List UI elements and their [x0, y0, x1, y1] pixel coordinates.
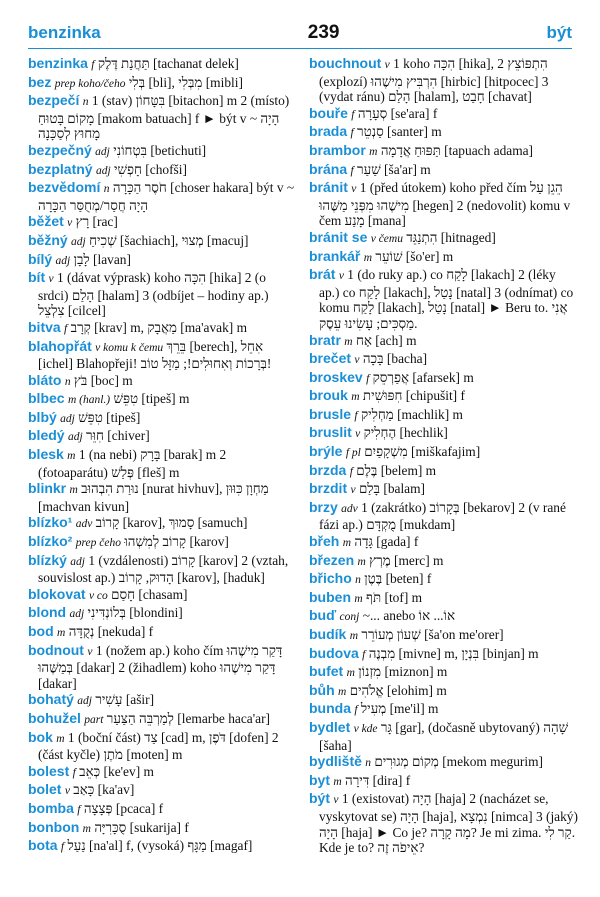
grammar-label: n	[355, 574, 361, 587]
headword: bonbon	[28, 818, 80, 835]
dictionary-entry	[309, 56, 578, 105]
headword: budova	[309, 644, 359, 661]
dictionary-entry	[28, 820, 297, 838]
grammar-label: adj	[71, 235, 86, 248]
headword: blbec	[28, 390, 65, 407]
entry-definition: בֹּץ [boc] m	[73, 372, 133, 388]
entry-definition: הִתְנַגֵּד [hitnaged]	[406, 229, 496, 245]
grammar-label: v	[351, 183, 357, 196]
headword: bunda	[309, 700, 351, 717]
dictionary-entry	[309, 571, 578, 589]
entry-definition: ~... anebo אוֹ... אוֹ	[362, 608, 455, 624]
dictionary-entry	[309, 534, 578, 552]
headword: brečet	[309, 350, 352, 367]
headword: bílý	[28, 250, 53, 267]
entry-definition: 1 (do ruky ap.) co לָקַח [lakach] 2 (léky ap.) co לָקַח [lakach], נָטַל [natal] 3 (odnímat) co komu לָקַח [lakach], נָטַל [natal] ► Beru to. אֲנִי מַסְכִּים; עָשִׂינוּ עֵסֶק.	[319, 267, 574, 331]
entry-definition: גָּדָה [gada] f	[354, 534, 419, 550]
dictionary-entry	[309, 791, 578, 855]
entry-definition: חָפְשִׁי [chofši]	[114, 161, 187, 177]
headword: buben	[309, 588, 351, 605]
entry-definition: טִפֵּשׁ [tipeš] m	[113, 391, 190, 407]
entry-definition: 1 (zakrátko) בְּקָרוֹב [bekarov] 2 (v rané fázi ap.) מֻקְדָּם [mukdam]	[319, 499, 566, 533]
dictionary-entry	[309, 754, 578, 772]
grammar-label: f pl	[345, 447, 361, 460]
dictionary-entry	[309, 646, 578, 664]
dictionary-entry	[309, 590, 578, 608]
grammar-label: f	[354, 704, 358, 717]
grammar-label: f	[72, 766, 76, 779]
grammar-label: m	[351, 391, 360, 404]
dictionary-entry	[28, 373, 297, 391]
entry-definition: 1 (boční část) צַד [cad] m, דֹּפֶן [dofen] 2 (část kyčle) מֹתֶן [moten] m	[38, 729, 279, 763]
headword: bydlet	[309, 718, 351, 735]
entry-definition: שְׁכִיחַ [šachiach], מְצוּי [macuj]	[89, 232, 249, 248]
dictionary-entry	[28, 782, 297, 800]
grammar-label: m	[369, 145, 378, 158]
entry-definition: בְּלוֹנְדִּינִי [blondini]	[87, 605, 183, 621]
headword: brána	[309, 160, 348, 177]
entry-definition: חִוֵּר [chiver]	[86, 428, 150, 444]
entry-definition: בֶּלֶם [belem] m	[356, 462, 437, 478]
entry-definition: מֶרְץ [merc] m	[369, 552, 444, 568]
headword: brýle	[309, 443, 343, 460]
entry-definition: דִּירָה [dira] f	[345, 772, 411, 788]
headword: bláto	[28, 371, 62, 388]
headword: blízko¹	[28, 514, 73, 531]
dictionary-entry	[28, 339, 297, 372]
dictionary-entry	[309, 444, 578, 462]
headword: brzy	[309, 498, 338, 515]
headword: brzda	[309, 461, 347, 478]
grammar-label: v co	[88, 589, 108, 602]
headword: bít	[28, 269, 46, 286]
right-column	[309, 56, 578, 889]
grammar-label: prep koho/čeho	[54, 77, 126, 90]
grammar-label: v komu k čemu	[95, 341, 164, 354]
dictionary-entry	[28, 447, 297, 480]
entry-definition: מִשְׁקָפַיִם [miškafajim]	[364, 444, 481, 460]
dictionary-entry	[309, 230, 578, 248]
dictionary-entry	[309, 267, 578, 331]
dictionary-entry	[28, 711, 297, 729]
entry-columns	[28, 56, 578, 889]
entry-definition: חֹסֶר הַכָּרָה [choser hakara] být v ~ הָיָה חֲסַר/מְחֻסַּר הַכָּרָה	[38, 180, 295, 213]
headword: břeh	[309, 533, 340, 550]
grammar-label: f	[351, 108, 355, 121]
entry-definition: פְּצָצָה [pcaca] f	[83, 800, 164, 816]
dictionary-entry	[309, 143, 578, 161]
entry-definition: 1 (vzdálenosti) קָרוֹב [karov] 2 (vztah, souvislost ap.) הָדוּק, קָרוֹב [karov], [haduk]	[38, 552, 289, 586]
entry-definition: קָרוֹב לְמִשְׁהוּ [karov]	[124, 534, 229, 550]
entry-definition: מְעִיל [me'il] m	[360, 701, 439, 717]
headword: bohatý	[28, 691, 74, 708]
headword: blahopřát	[28, 337, 92, 354]
dictionary-entry	[28, 233, 297, 251]
dictionary-entry	[28, 481, 297, 514]
headword: bezpečí	[28, 92, 80, 109]
left-guide-word: benzinka	[28, 23, 101, 42]
entry-definition: 1 (na nebi) בָּרָק [barak] m 2 (fotoaparátu) פְּלַשׁ [fleš] m	[38, 447, 227, 480]
dictionary-entry	[28, 624, 297, 642]
headword: blízký	[28, 551, 67, 568]
grammar-label: v kde	[353, 722, 378, 735]
entry-definition: סַנְטֵר [santer] m	[357, 124, 442, 140]
entry-definition: כָּאַב [ka'av]	[73, 782, 135, 798]
entry-definition: נְקֻדָּה [nekuda] f	[68, 624, 154, 639]
grammar-label: m	[342, 537, 352, 550]
dictionary-entry	[28, 75, 297, 93]
headword: bydliště	[309, 753, 362, 770]
headword: byt	[309, 771, 330, 788]
grammar-label: f	[362, 648, 366, 661]
entry-definition: 1 (nožem ap.) koho čím דָּקַר מִישֶׁהוּ בְּמַשֶּׁהוּ [dakar] 2 (žihadlem) koho דָּקַר מִישֶׁהוּ [dakar]	[38, 642, 283, 691]
grammar-label: v	[67, 217, 73, 230]
entry-definition: 1 koho הִכָּה [hika], הִתְפּוֹצֵץ 2 (explozí) הִרְבִּיץ מִישֶׁהוּ [hirbic] [hitpocec] 3 (vydat ránu) הָלַם [halam], חָבַט [chavat]	[319, 56, 549, 105]
dictionary-entry	[309, 333, 578, 351]
grammar-label: v čemu	[370, 232, 403, 245]
entry-definition: קָרוֹב [karov], סָמוּךְ [samuch]	[95, 515, 248, 531]
entry-definition: 1 (dávat výprask) koho הִכָּה [hika] 2 (o srdci) הָלַם [halam] 3 (odbíjet – hodiny ap.) צִלְצֵל [cilcel]	[38, 270, 269, 319]
grammar-label: m	[338, 685, 347, 698]
headword: bouchnout	[309, 56, 382, 71]
headword: brát	[309, 266, 336, 283]
grammar-label: f	[350, 127, 354, 140]
headword: bomba	[28, 799, 74, 816]
grammar-label: f	[60, 841, 65, 854]
grammar-label: n	[365, 757, 372, 770]
grammar-label: v	[87, 645, 93, 658]
headword: bránit	[309, 179, 348, 196]
headword: bouře	[309, 104, 348, 121]
dictionary-entry	[309, 683, 578, 701]
headword: bolet	[28, 781, 62, 798]
grammar-label: f	[349, 465, 353, 478]
grammar-label: m	[354, 592, 363, 605]
dictionary-entry	[28, 587, 297, 605]
entry-definition: כְּאֵב [ke'ev] m	[79, 763, 154, 779]
grammar-label: part	[84, 713, 104, 726]
headword: bod	[28, 623, 54, 639]
headword: bolest	[28, 762, 70, 779]
dictionary-entry	[309, 124, 578, 142]
headword: bledý	[28, 427, 65, 444]
grammar-label: n	[82, 96, 89, 109]
headword: bránit se	[309, 228, 368, 245]
headword: bratr	[309, 331, 341, 348]
entry-definition: עָשִׁיר [ašir]	[95, 692, 155, 708]
headword: brouk	[309, 387, 348, 404]
grammar-label: m	[69, 484, 78, 497]
grammar-label: adj	[55, 254, 71, 267]
dictionary-entry	[28, 428, 297, 446]
right-guide-word: být	[546, 23, 572, 42]
grammar-label: m	[363, 251, 373, 264]
entry-definition: חִפּוּשִׁית [chipušit] f	[362, 388, 465, 404]
grammar-label: m	[82, 822, 91, 835]
grammar-label: m	[357, 555, 366, 568]
dictionary-entry	[28, 643, 297, 692]
entry-definition: הֶחְלִיק [hechlik]	[363, 425, 448, 441]
grammar-label: f	[366, 372, 370, 385]
entry-definition: נוּרַת הִבְהוּב [nurat hivhuv], מַחְוָן כִּוּוּן [machvan kivun]	[38, 481, 269, 514]
dictionary-entry	[28, 515, 297, 533]
headword: bufet	[309, 663, 344, 680]
entry-definition: טִפֵּשׁ [tipeš]	[78, 409, 141, 425]
entry-definition: גָּר [gar], (dočasně ubytovaný) שָׁהָה [šaha]	[319, 719, 569, 753]
grammar-label: m	[346, 667, 355, 680]
dictionary-entry	[28, 214, 297, 232]
grammar-label: m	[56, 732, 65, 745]
entry-definition: רָץ [rac]	[75, 214, 118, 230]
entry-definition: סְעָרָה [se'ara] f	[357, 105, 438, 121]
headword: broskev	[309, 368, 363, 385]
headword: bitva	[28, 318, 61, 335]
entry-definition: קְרָב [krav] m, מַאֲבָק [ma'avak] m	[70, 319, 248, 335]
dictionary-entry	[28, 56, 297, 74]
grammar-label: f	[91, 59, 95, 71]
headword: bok	[28, 728, 53, 745]
entry-definition: נַעַל [na'al] f, (vysoká) מַגָּף [magaf]	[67, 838, 253, 854]
headword: bezpečný	[28, 141, 92, 158]
headword: buď	[309, 607, 337, 624]
grammar-label: v	[354, 354, 360, 367]
dictionary-entry	[309, 106, 578, 124]
dictionary-entry	[309, 463, 578, 481]
grammar-label: conj	[339, 611, 360, 624]
headword: blinkr	[28, 480, 67, 497]
grammar-label: m	[57, 627, 66, 639]
headword: blokovat	[28, 585, 86, 602]
grammar-label: m	[344, 335, 353, 348]
entry-definition: מְקוֹם מְגוּרִים [mekom megurim]	[374, 754, 543, 770]
entry-definition: שׁוֹעֵר [šo'er] m	[375, 248, 454, 264]
grammar-label: adj	[70, 555, 85, 568]
entry-definition: 1 (stav) בִּטָּחוֹן [bitachon] m 2 (místo) מָקוֹם בָּטוּחַ [makom batuach] f ► být v ~ הָיָה מָחוּץ לְסַכָּנָה	[38, 93, 290, 142]
page-header	[28, 22, 572, 49]
grammar-label: v	[64, 785, 70, 798]
entry-definition: סֻכָּרִיָּה [sukarija] f	[94, 819, 189, 835]
entry-definition: לְמַרְבֵּה הַצַּעַר [lemarbe haca'ar]	[106, 710, 271, 726]
grammar-label: adj	[69, 608, 85, 621]
grammar-label: f	[350, 164, 354, 177]
headword: brambor	[309, 141, 366, 158]
headword: běžný	[28, 231, 68, 248]
grammar-label: adv	[75, 518, 93, 531]
headword: budík	[309, 626, 347, 642]
entry-definition: אֱלֹהִים [elohim] m	[349, 682, 447, 698]
grammar-label: adj	[67, 431, 83, 444]
grammar-label: v	[333, 794, 339, 807]
grammar-label: v	[48, 273, 54, 286]
dictionary-entry	[28, 320, 297, 338]
dictionary-entry	[28, 764, 297, 782]
headword: bezplatný	[28, 160, 93, 177]
grammar-label: adv	[341, 502, 358, 515]
dictionary-entry	[28, 730, 297, 763]
entry-definition: בִּטְחוֹנִי [betichuti]	[113, 142, 207, 158]
headword: brankář	[309, 247, 361, 264]
dictionary-entry	[28, 553, 297, 586]
entry-definition: תַּפּוּחַ אֲדָמָה [tapuach adama]	[380, 142, 534, 158]
grammar-label: adj	[60, 412, 75, 425]
headword: bota	[28, 837, 58, 854]
dictionary-entry	[28, 162, 297, 180]
headword: být	[309, 790, 330, 807]
entry-definition: בְּלִי [bli], מִבְּלִי [mibli]	[128, 74, 243, 90]
grammar-label: v	[384, 59, 390, 71]
grammar-label: adj	[77, 695, 92, 708]
entry-definition: שְׁעוֹן מְעוֹרֵר [ša'on me'orer]	[361, 627, 504, 642]
grammar-label: m	[349, 630, 359, 642]
headword: bezvědomí	[28, 179, 101, 196]
dictionary-entry	[309, 407, 578, 425]
entry-definition: מִבְנֶה [mivne] m, בִּנְיָן [binjan] m	[368, 645, 539, 661]
dictionary-entry	[309, 162, 578, 180]
headword: bruslit	[309, 424, 352, 441]
entry-definition: שַׁעַר [ša'ar] m	[357, 161, 431, 177]
dictionary-entry	[309, 249, 578, 267]
grammar-label: f	[354, 409, 358, 422]
entry-definition: בָּכָה [bacha]	[362, 351, 428, 367]
dictionary-entry	[309, 388, 578, 406]
dictionary-entry	[309, 425, 578, 443]
dictionary-entry	[28, 270, 297, 319]
headword: bohužel	[28, 709, 81, 726]
entry-definition: מִזְנוֹן [miznon] m	[358, 664, 448, 680]
dictionary-entry	[309, 701, 578, 719]
entry-definition: בֵּרֵךְ [berech], אִחֵל [ichel] Blahopřeji! בְּרָכוֹת וְאִחוּלִים!; מַזָּל טוֹב!	[38, 338, 272, 372]
dictionary-entry	[309, 553, 578, 571]
headword: blízko²	[28, 533, 73, 550]
headword: brada	[309, 123, 348, 140]
entry-definition: אֲפַרְסֵק [afarsek] m	[372, 369, 474, 385]
dictionary-entry	[28, 410, 297, 428]
grammar-label: f	[77, 803, 81, 816]
entry-definition: בָּלַם [balam]	[358, 481, 425, 497]
entry-definition: תֹּף [tof] m	[366, 589, 423, 605]
grammar-label: adj	[95, 164, 111, 177]
grammar-label: m	[67, 450, 76, 463]
headword: blond	[28, 604, 67, 621]
dictionary-entry	[28, 252, 297, 270]
dictionary-entry	[309, 351, 578, 369]
entry-definition: בֶּטֶן [beten] f	[364, 571, 432, 587]
headword: bůh	[309, 681, 335, 698]
dictionary-entry	[28, 838, 297, 856]
headword: bez	[28, 73, 52, 90]
headword: blesk	[28, 446, 64, 463]
grammar-label: m	[333, 775, 342, 788]
entry-definition: 1 (existovat) הָיָה [haja] 2 (nacházet se, vyskytovat se) הָיָה [haja], נִמְצָא [nimca] 3 (jaký) הָיָה [haja] ► Co je? מָה קָרָה? Je mi zima. קַר לִי. Kde je to? אֵיפֹה זֶה?	[319, 791, 578, 856]
dictionary-entry	[28, 180, 297, 213]
headword: břicho	[309, 570, 352, 587]
dictionary-entry	[309, 773, 578, 791]
dictionary-entry	[28, 801, 297, 819]
dictionary-entry	[309, 180, 578, 229]
headword: běžet	[28, 213, 64, 230]
dictionary-entry	[28, 605, 297, 623]
dictionary-entry	[309, 370, 578, 388]
dictionary-entry	[28, 93, 297, 142]
grammar-label: v	[355, 428, 361, 441]
entry-definition: מַחְלִיק [machlik] m	[360, 406, 463, 422]
headword: brusle	[309, 405, 352, 422]
grammar-label: f	[64, 322, 68, 335]
entry-definition: אָח [ach] m	[355, 332, 417, 348]
entry-definition: 1 (před útokem) koho před čím הֵגֵן עַל מִישֶׁהוּ מִפְּנֵי מַשֶּׁהוּ [hegen] 2 (nedovolit) komu v čem מָנַע [mana]	[319, 180, 571, 229]
dictionary-entry	[309, 627, 578, 645]
headword: blbý	[28, 408, 57, 425]
grammar-label: n	[103, 183, 110, 196]
entry-definition: לָבָן [lavan]	[73, 251, 131, 267]
headword: benzinka	[28, 56, 88, 71]
dictionary-entry	[28, 391, 297, 409]
grammar-label: v	[338, 270, 344, 283]
dictionary-entry	[309, 481, 578, 499]
dictionary-entry	[28, 692, 297, 710]
page-number: 239	[307, 22, 340, 43]
headword: březen	[309, 551, 355, 568]
grammar-label: v	[350, 484, 356, 497]
grammar-label: prep čeho	[75, 537, 121, 550]
dictionary-entry	[309, 720, 578, 753]
grammar-label: n	[64, 375, 71, 388]
left-column	[28, 56, 297, 889]
headword: brzdit	[309, 480, 348, 497]
dictionary-entry	[28, 143, 297, 161]
entry-definition: תַּחֲנַת דֶּלֶק [tachanat delek]	[97, 56, 239, 71]
entry-definition: חָסַם [chasam]	[111, 586, 188, 602]
dictionary-entry	[309, 500, 578, 533]
grammar-label: adj	[95, 145, 110, 158]
headword: bodnout	[28, 641, 84, 658]
grammar-label: m (hanl.)	[67, 394, 111, 407]
dictionary-entry	[309, 608, 578, 626]
dictionary-entry	[309, 664, 578, 682]
dictionary-entry	[28, 534, 297, 552]
